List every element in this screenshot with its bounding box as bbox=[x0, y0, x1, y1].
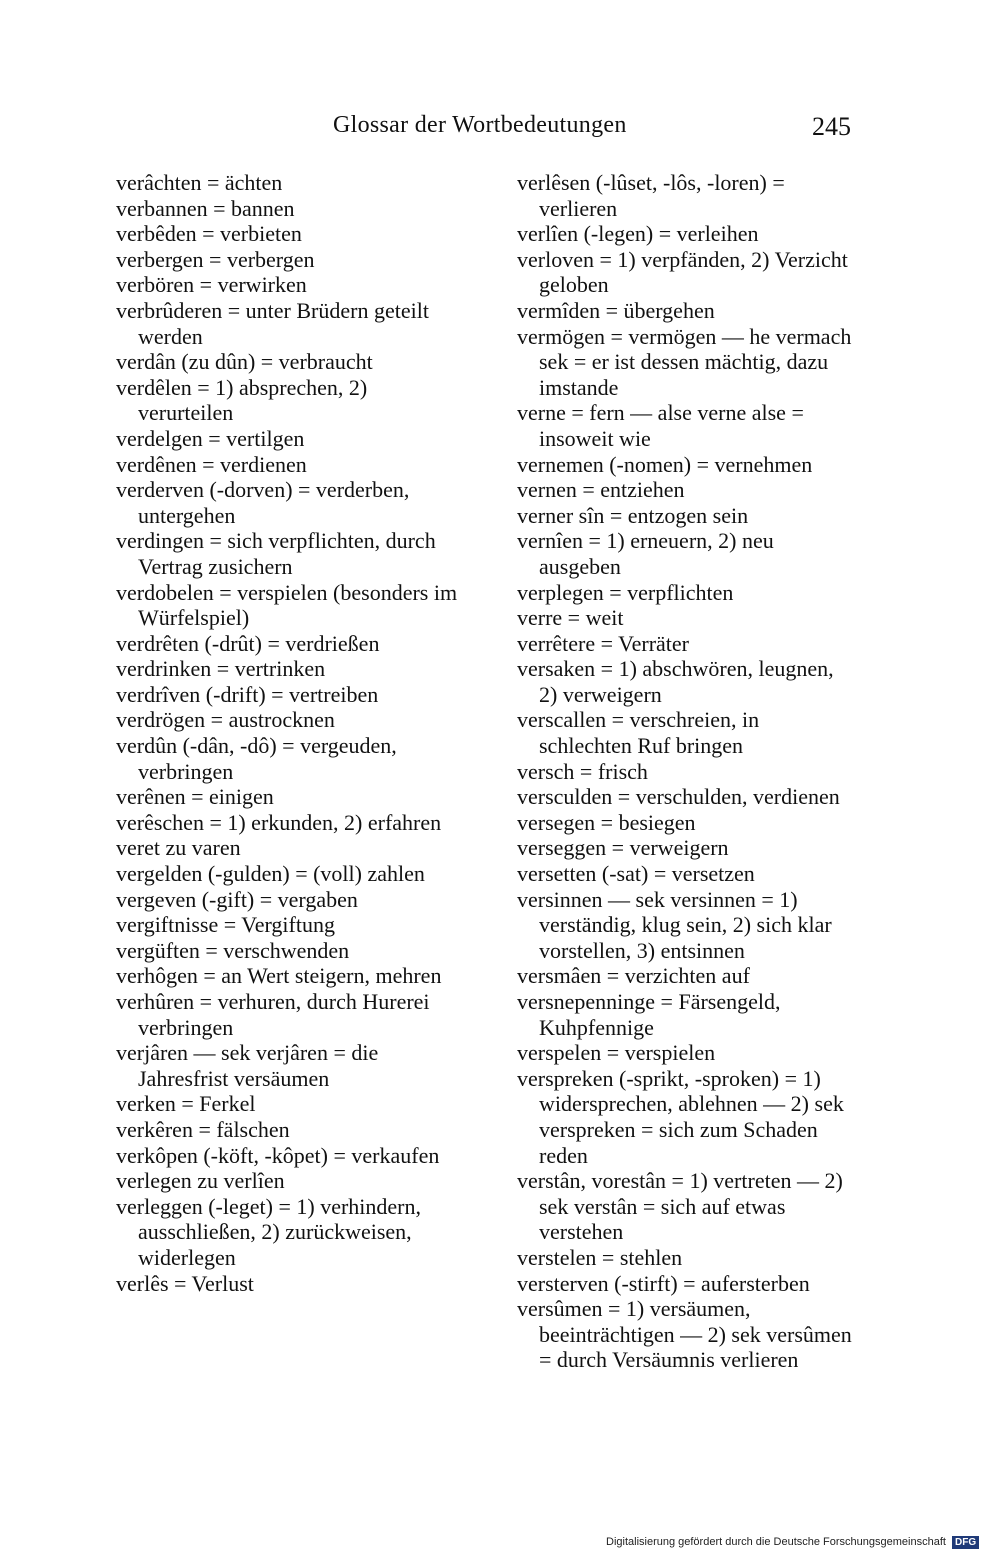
digitization-footer bbox=[606, 1536, 979, 1549]
glossary-entry: verkêren = fälschen bbox=[116, 1116, 290, 1142]
glossary-entry: verloven = 1) verpfänden, 2) Verzicht geloben bbox=[517, 246, 848, 298]
glossary-entry: verlês = Verlust bbox=[116, 1270, 254, 1296]
glossary-entry: verbêden = verbieten bbox=[116, 221, 302, 247]
glossary-entry: versinnen — sek versinnen = 1) verständig, klug sein, 2) sich klar vorstellen, 3) entsinnen bbox=[517, 886, 832, 963]
dfg-logo: DFG bbox=[952, 1536, 979, 1549]
glossary-entry: verdrögen = austrocknen bbox=[116, 707, 335, 733]
glossary-entry: vernen = entziehen bbox=[517, 477, 685, 503]
glossary-entry: verstân, vorestân = 1) vertreten — 2) sek verstân = sich auf etwas verstehen bbox=[517, 1168, 843, 1245]
page-number: 245 bbox=[812, 112, 851, 141]
glossary-entry: verstelen = stehlen bbox=[517, 1244, 683, 1270]
glossary-entry: vermîden = übergehen bbox=[517, 297, 715, 323]
glossary-entry: verhûren = verhuren, durch Hurerei verbringen bbox=[116, 989, 430, 1040]
glossary-entry: vergiftnisse = Vergiftung bbox=[116, 912, 335, 938]
glossary-entry: verre = weit bbox=[517, 605, 624, 631]
glossary-entry: vernemen (-nomen) = vernehmen bbox=[517, 451, 813, 477]
left-column bbox=[116, 170, 461, 1296]
glossary-entry: vermögen = vermögen — he vermach sek = er ist dessen mächtig, dazu imstande bbox=[517, 323, 852, 400]
glossary-entry: veret zu varen bbox=[116, 835, 241, 861]
glossary-entry: verplegen = verpflichten bbox=[517, 579, 734, 605]
glossary-entry: versetten (-sat) = versetzen bbox=[517, 861, 755, 887]
glossary-entry: verbören = verwirken bbox=[116, 272, 307, 298]
glossary-entry: verbrûderen = unter Brüdern geteilt werden bbox=[116, 297, 429, 349]
glossary-entry: verdêlen = 1) absprechen, 2) verurteilen bbox=[116, 374, 368, 426]
glossary-entry: versûmen = 1) versäumen, beeinträchtigen — 2) sek versûmen = durch Versäumnis verlieren bbox=[517, 1296, 852, 1373]
glossary-entry: versmâen = verzichten auf bbox=[517, 963, 750, 989]
glossary-entry: vergelden (-gulden) = (voll) zahlen bbox=[116, 861, 425, 887]
footer-text: Digitalisierung gefördert durch die Deutsche Forschungsgemeinschaft bbox=[606, 1536, 946, 1548]
glossary-entry: versegen = besiegen bbox=[517, 809, 696, 835]
glossary-entry: versterven (-stirft) = aufersterben bbox=[517, 1270, 810, 1296]
glossary-entry: verspelen = verspielen bbox=[517, 1040, 716, 1066]
glossary-entry: verderven (-dorven) = verderben, untergehen bbox=[116, 477, 410, 528]
glossary-entry: verne = fern — alse verne alse = insoweit wie bbox=[517, 400, 804, 451]
glossary-entry: verdênen = verdienen bbox=[116, 451, 307, 477]
glossary-entry: vergeven (-gift) = vergaben bbox=[116, 886, 358, 912]
glossary-entry: verênen = einigen bbox=[116, 784, 274, 810]
glossary-entry: verdân (zu dûn) = verbraucht bbox=[116, 349, 373, 375]
glossary-entry: verhôgen = an Wert steigern, mehren bbox=[116, 963, 442, 989]
glossary-entry: verdingen = sich verpflichten, durch Vertrag zusichern bbox=[116, 528, 436, 579]
glossary-entry: verjâren — sek verjâren = die Jahresfrist versäumen bbox=[116, 1040, 379, 1091]
glossary-entry: verscallen = verschreien, in schlechten Ruf bringen bbox=[517, 707, 760, 759]
right-column bbox=[517, 170, 857, 1373]
glossary-entry: vernîen = 1) erneuern, 2) neu ausgeben bbox=[517, 528, 774, 579]
glossary-entry: verdrinken = vertrinken bbox=[116, 656, 326, 682]
glossary-entry: verspreken (-sprikt, -sproken) = 1) widersprechen, ablehnen — 2) sek verspreken = sich zum Schaden reden bbox=[517, 1065, 844, 1168]
glossary-entry: verner sîn = entzogen sein bbox=[517, 502, 749, 528]
glossary-entry: verrêtere = Verräter bbox=[517, 630, 689, 656]
glossary-entry: versnepenninge = Färsengeld, Kuhpfennige bbox=[517, 989, 781, 1040]
glossary-entry: verbannen = bannen bbox=[116, 195, 295, 221]
glossary-entry: verseggen = verweigern bbox=[517, 835, 729, 861]
glossary-entry: verâchten = ächten bbox=[116, 170, 283, 195]
page-header bbox=[0, 112, 1000, 152]
glossary-entry: verdobelen = verspielen (besonders im Würfelspiel) bbox=[116, 579, 458, 631]
glossary-entry: verdûn (-dân, -dô) = vergeuden, verbringen bbox=[116, 733, 397, 784]
glossary-entry: verdrêten (-drût) = verdrießen bbox=[116, 630, 380, 656]
glossary-entry: versch = frisch bbox=[517, 758, 648, 784]
glossary-entry: verleggen (-leget) = 1) verhindern, ausschließen, 2) zurückweisen, widerlegen bbox=[116, 1193, 421, 1270]
glossary-entry: verdrîven (-drift) = vertreiben bbox=[116, 681, 379, 707]
glossary-entry: versculden = verschulden, verdienen bbox=[517, 784, 840, 810]
glossary-entry: verken = Ferkel bbox=[116, 1091, 256, 1117]
glossary-entry: verêschen = 1) erkunden, 2) erfahren bbox=[116, 809, 442, 835]
glossary-entry: verkôpen (-köft, -kôpet) = verkaufen bbox=[116, 1142, 440, 1168]
glossary-entry: vergüften = verschwenden bbox=[116, 937, 350, 963]
glossary-entry: verdelgen = vertilgen bbox=[116, 425, 305, 451]
glossary-entry: verlegen zu verlîen bbox=[116, 1168, 285, 1194]
glossary-entry: verlêsen (-lûset, -lôs, -loren) = verlieren bbox=[517, 170, 785, 221]
glossary-entry: versaken = 1) abschwören, leugnen, 2) verweigern bbox=[517, 656, 834, 707]
running-title: Glossar der Wortbedeutungen bbox=[333, 112, 627, 138]
glossary-entry: verbergen = verbergen bbox=[116, 246, 315, 272]
glossary-entry: verlîen (-legen) = verleihen bbox=[517, 221, 759, 247]
